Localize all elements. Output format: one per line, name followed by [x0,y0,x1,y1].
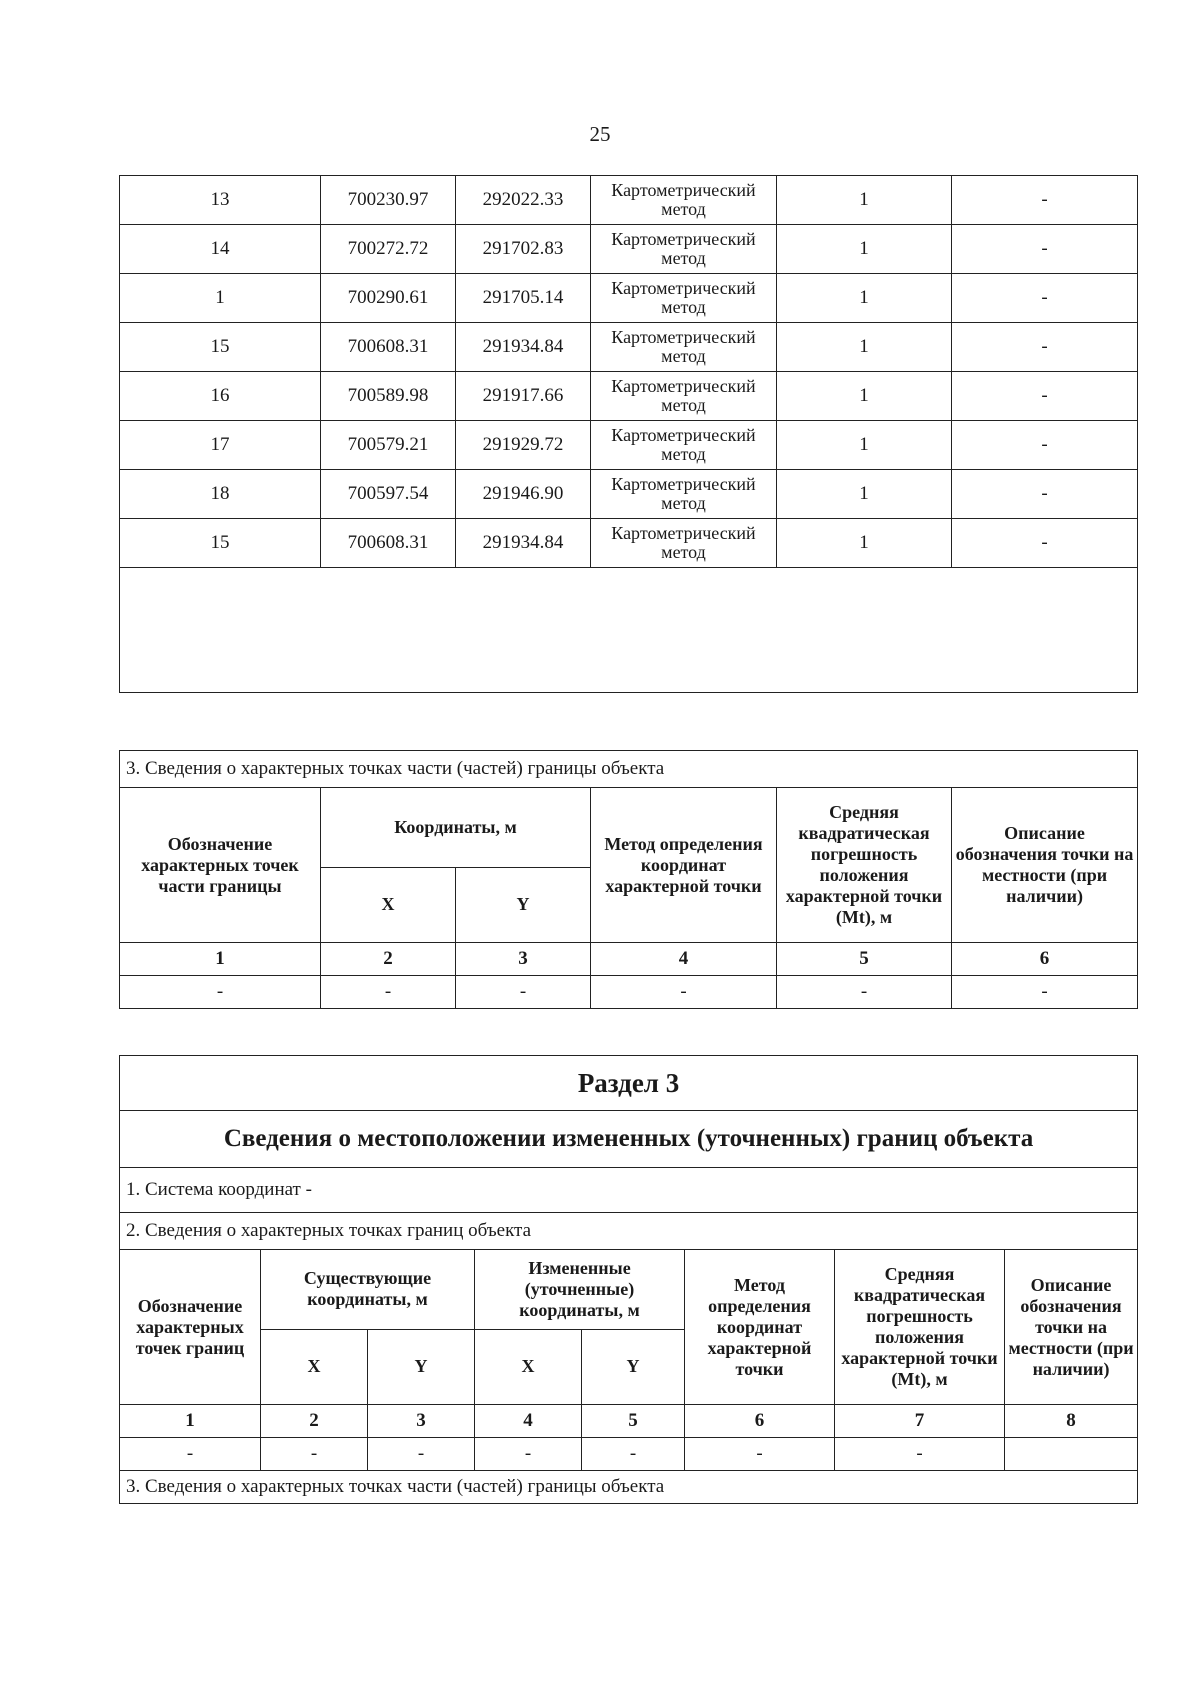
header-desc: Описание обозначения точки на местности (при наличии) [952,788,1138,943]
coord-y: 291917.66 [456,372,591,421]
header-coords: Координаты, м [321,788,591,868]
description: - [952,274,1138,323]
header-method: Метод определения координат характерной точки [591,788,777,943]
description: - [952,176,1138,225]
header-changed-x: X [475,1329,582,1405]
coord-x: 700608.31 [321,323,456,372]
header-x: X [321,867,456,943]
section-title: Раздел 3 [120,1056,1138,1111]
method: Картометрический метод [591,323,777,372]
part-points-table [119,750,1138,1009]
method: Картометрический метод [591,421,777,470]
column-number: 2 [321,943,456,976]
blank-row [120,568,1138,693]
column-number: 6 [952,943,1138,976]
cell-value [1005,1438,1138,1471]
cell-value: - [368,1438,475,1471]
coord-x: 700579.21 [321,421,456,470]
header-designation: Обозначение характерных точек части границы [120,788,321,943]
coord-y: 291934.84 [456,323,591,372]
method: Картометрический метод [591,176,777,225]
column-number: 8 [1005,1405,1138,1438]
column-numbers-row [120,943,1138,976]
column-number: 1 [120,1405,261,1438]
column-number: 4 [475,1405,582,1438]
method: Картометрический метод [591,274,777,323]
part-points-title: 3. Сведения о характерных точках части (частей) границы объекта [120,751,1138,788]
column-number: 5 [582,1405,685,1438]
error-mt: 1 [777,470,952,519]
header-changed-y: Y [582,1329,685,1405]
error-mt: 1 [777,274,952,323]
description: - [952,372,1138,421]
cell-value: - [261,1438,368,1471]
column-number: 7 [835,1405,1005,1438]
point-id: 15 [120,519,321,568]
point-id: 17 [120,421,321,470]
header-method: Метод определения координат характерной точки [685,1250,835,1405]
header-designation: Обозначение характерных точек границ [120,1250,261,1405]
header-error: Средняя квадратическая погрешность положения характерной точки (Mt), м [835,1250,1005,1405]
cell-value: - [685,1438,835,1471]
cell-value: - [835,1438,1005,1471]
point-id: 13 [120,176,321,225]
header-desc: Описание обозначения точки на местности (при наличии) [1005,1250,1138,1405]
points-title: 2. Сведения о характерных точках границ объекта [120,1213,1138,1250]
header-y: Y [456,867,591,943]
method: Картометрический метод [591,372,777,421]
method: Картометрический метод [591,470,777,519]
values-row [120,976,1138,1009]
point-id: 15 [120,323,321,372]
section-subtitle: Сведения о местоположении измененных (уточненных) границ объекта [120,1111,1138,1168]
point-id: 1 [120,274,321,323]
coord-x: 700272.72 [321,225,456,274]
column-number: 2 [261,1405,368,1438]
table-row [120,274,1138,323]
cell-value: - [456,976,591,1009]
method: Картометрический метод [591,519,777,568]
cell-value: - [321,976,456,1009]
coord-y: 292022.33 [456,176,591,225]
column-number: 4 [591,943,777,976]
coord-x: 700608.31 [321,519,456,568]
error-mt: 1 [777,176,952,225]
column-number: 3 [456,943,591,976]
description: - [952,225,1138,274]
header-existing-y: Y [368,1329,475,1405]
description: - [952,421,1138,470]
cell-value: - [120,976,321,1009]
description: - [952,323,1138,372]
error-mt: 1 [777,421,952,470]
error-mt: 1 [777,225,952,274]
table-row [120,372,1138,421]
error-mt: 1 [777,519,952,568]
cell-value: - [777,976,952,1009]
column-number: 1 [120,943,321,976]
cell-value: - [582,1438,685,1471]
coord-y: 291934.84 [456,519,591,568]
coord-x: 700589.98 [321,372,456,421]
page-number: 25 [589,122,611,146]
header-error: Средняя квадратическая погрешность положения характерной точки (Mt), м [777,788,952,943]
column-numbers-row [120,1405,1138,1438]
table-row [120,323,1138,372]
header-existing-coords: Существующие координаты, м [261,1250,475,1330]
method: Картометрический метод [591,225,777,274]
coord-system: 1. Система координат - [120,1168,1138,1213]
table-row [120,421,1138,470]
coord-y: 291705.14 [456,274,591,323]
coord-y: 291946.90 [456,470,591,519]
coord-x: 700230.97 [321,176,456,225]
point-id: 16 [120,372,321,421]
description: - [952,470,1138,519]
table-row [120,176,1138,225]
cell-value: - [591,976,777,1009]
error-mt: 1 [777,372,952,421]
column-number: 3 [368,1405,475,1438]
cell-value: - [475,1438,582,1471]
coord-x: 700290.61 [321,274,456,323]
column-number: 6 [685,1405,835,1438]
column-number: 5 [777,943,952,976]
header-changed-coords: Измененные (уточненные) координаты, м [475,1250,685,1330]
header-existing-x: X [261,1329,368,1405]
coord-x: 700597.54 [321,470,456,519]
description: - [952,519,1138,568]
point-id: 14 [120,225,321,274]
points-table-continuation [119,175,1138,693]
cell-value: - [952,976,1138,1009]
values-row [120,1438,1138,1471]
point-id: 18 [120,470,321,519]
coord-y: 291929.72 [456,421,591,470]
parts-title: 3. Сведения о характерных точках части (частей) границы объекта [120,1471,1138,1504]
cell-value: - [120,1438,261,1471]
section3-table [119,1055,1138,1504]
table-row [120,225,1138,274]
table-row [120,519,1138,568]
coord-y: 291702.83 [456,225,591,274]
table-row [120,470,1138,519]
error-mt: 1 [777,323,952,372]
